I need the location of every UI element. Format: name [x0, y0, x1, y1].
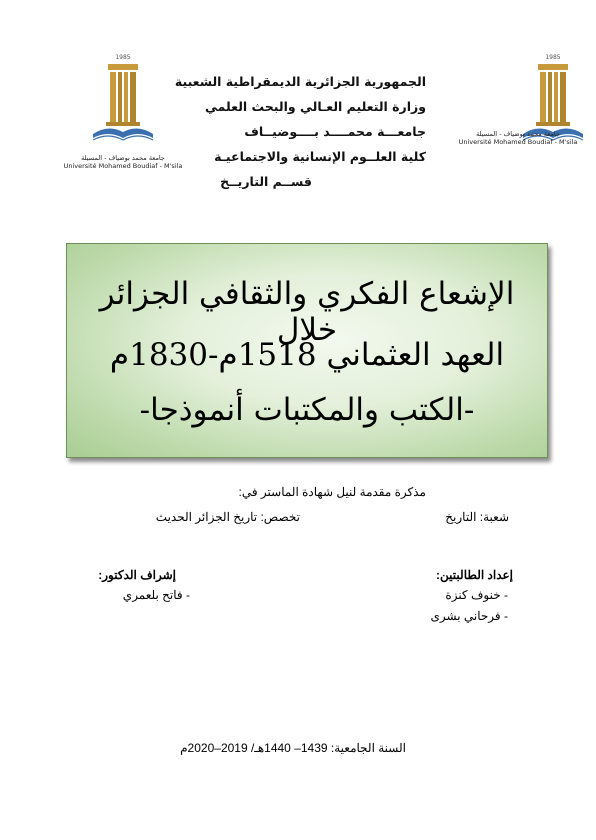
- memo-intro: مذكرة مقدمة لنيل شهادة الماستر في:: [238, 485, 426, 499]
- supervisor-name: - فاتح بلعمري: [122, 588, 190, 602]
- university-logo-right: [458, 50, 596, 170]
- thesis-subtitle: -الكتب والمكتبات أنموذجا-: [139, 392, 475, 428]
- republic-name: الجمهورية الجزائرية الديمقراطية الشعبية: [174, 74, 426, 89]
- faculty-name: كلية العلــوم الإنسانية والاجتماعيـة: [214, 149, 426, 164]
- logo-caption-ar: جامعة محمد بوضياف - المسيلة: [81, 154, 165, 162]
- logo-year: 1985: [115, 54, 131, 61]
- supervisor-heading: إشراف الدكتور:: [98, 568, 176, 582]
- ministry-name: وزارة التعليم العـالي والبحث العلمي: [205, 99, 426, 114]
- logo-year: 1985: [545, 54, 561, 61]
- academic-year: السنة الجامعية: 1439– 1440هـ/ 2019–2020م: [180, 741, 406, 755]
- student-name-2: - فرحاني بشرى: [430, 609, 508, 623]
- specialty-label: تخصص: تاريخ الجزائر الحديث: [155, 510, 300, 524]
- student-name-1: - خنوف كنزة: [445, 588, 508, 602]
- thesis-title-line-1: الإشعاع الفكري والثقافي الجزائر خلال: [99, 276, 515, 348]
- branch-label: شعبة: التاريخ: [445, 510, 509, 524]
- students-heading: إعداد الطالبتين:: [436, 568, 513, 582]
- university-name: جامعـــة محمــــد بــــوضيــاف: [244, 124, 426, 139]
- department-name: قســم التاريــخ: [220, 174, 312, 189]
- title-banner: [66, 243, 548, 458]
- logo-caption-fr: Université Mohamed Boudiaf - M'sila: [458, 138, 578, 146]
- logo-caption-fr: Université Mohamed Boudiaf - M'sila: [63, 162, 183, 170]
- logo-caption-ar: جامعة محمد بوضياف - المسيلة: [476, 130, 560, 138]
- thesis-title-line-2: العهد العثماني 1518م-1830م: [109, 337, 505, 373]
